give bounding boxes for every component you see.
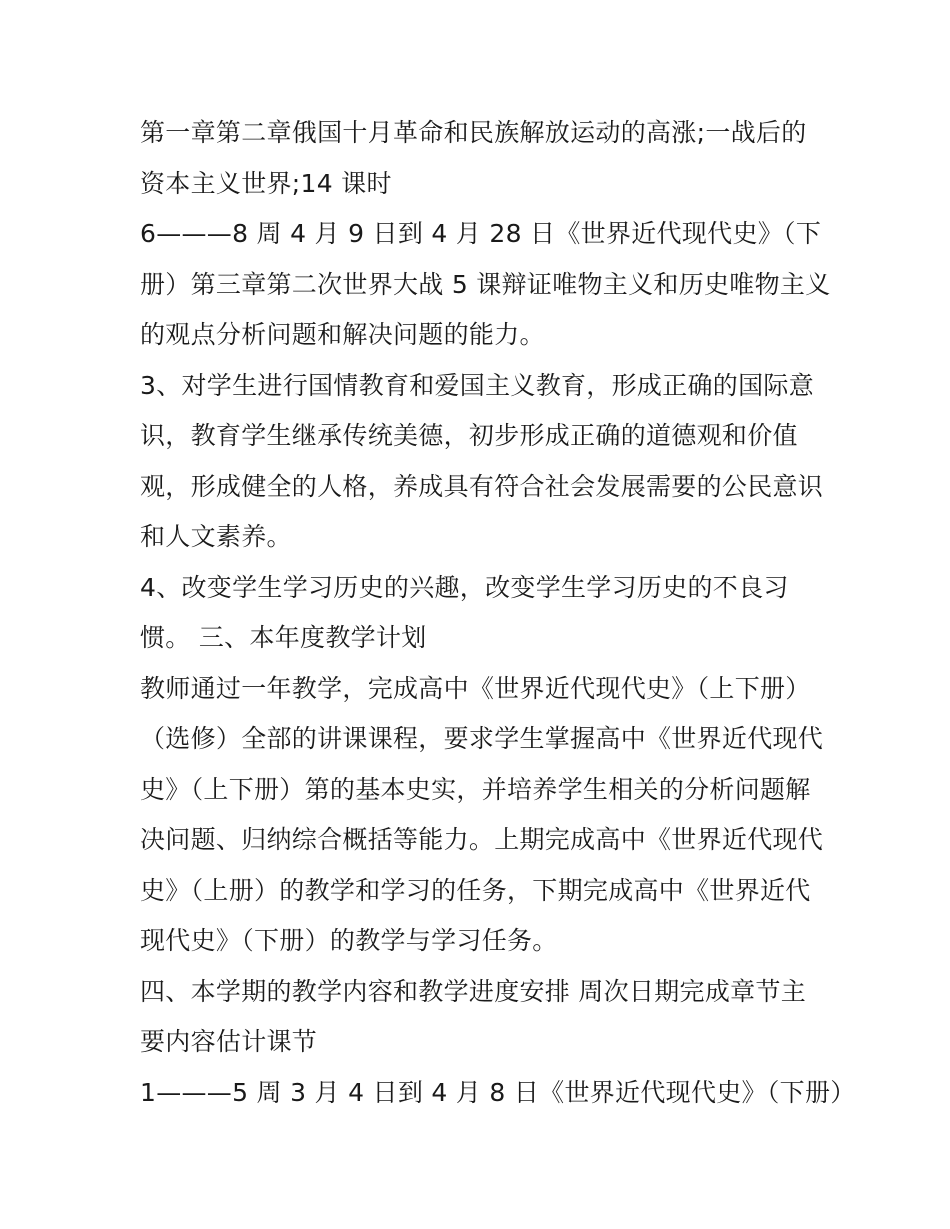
text-line: 史》（上下册）第的基本史实，并培养学生相关的分析问题解 [140,774,811,804]
text-line: 观，形成健全的人格，养成具有符合社会发展需要的公民意识 [140,471,824,501]
text-line: 3、对学生进行国情教育和爱国主义教育，形成正确的国际意 [140,370,815,400]
text-line: 第一章第二章俄国十月革命和民族解放运动的高涨;一战后的 [140,118,807,147]
text-line: 现代史》（下册）的教学与学习任务。 [140,926,558,955]
text-line: 的观点分析问题和解决问题的能力。 [140,320,545,349]
text-line: 决问题、归纳综合概括等能力。上期完成高中《世界近代现代 [140,825,824,854]
text-line: 4、改变学生学习历史的兴趣，改变学生学习历史的不良习 [140,572,789,602]
text-line: 要内容估计课节 [140,1027,318,1056]
text-line: 识，教育学生继承传统美德，初步形成正确的道德观和价值 [140,421,798,450]
text-line: 6———8 周 4 月 9 日到 4 月 28 日《世界近代现代史》（下 [140,219,822,248]
text-line: 和人文素养。 [140,522,292,551]
text-line: 史》（上册）的教学和学习的任务，下期完成高中《世界近代 [140,875,811,905]
text-line: 资本主义世界;14 课时 [140,168,392,198]
document-body [140,108,856,1118]
text-line: 教师通过一年教学，完成高中《世界近代现代史》（上下册） [140,673,811,703]
text-line: （选修）全部的讲课课程，要求学生掌握高中《世界近代现代 [140,724,824,753]
text-line: 册）第三章第二次世界大战 5 课辩证唯物主义和历史唯物主义 [140,269,831,299]
text-line: 惯。 三、本年度教学计划 [140,623,427,652]
text-line: 1———5 周 3 月 4 日到 4 月 8 日《世界近代现代史》（下册） [140,1077,856,1107]
text-line: 四、本学期的教学内容和教学进度安排 周次日期完成章节主 [140,976,807,1006]
